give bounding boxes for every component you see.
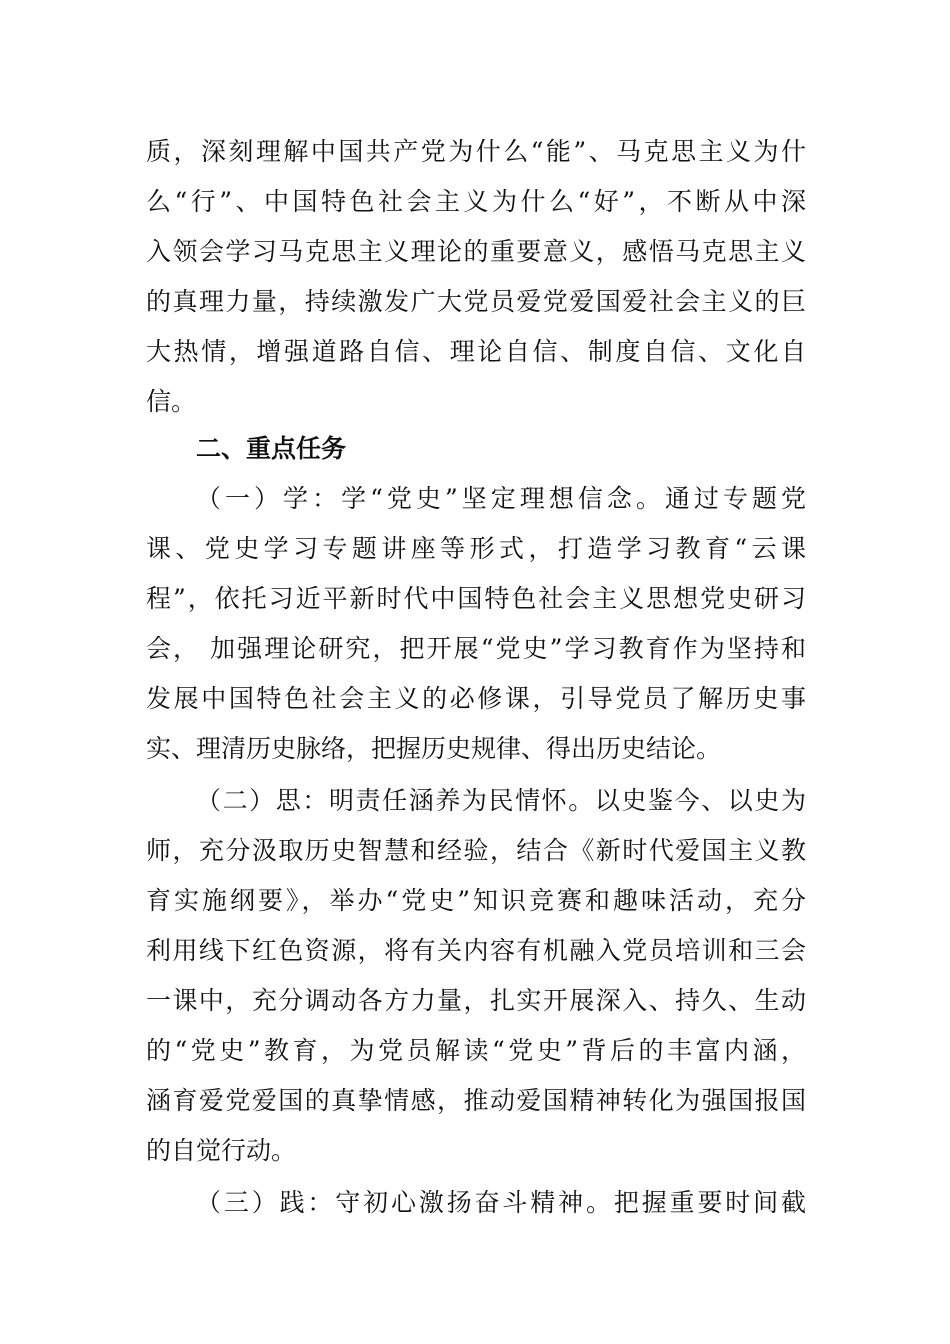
item1-line-2: 课、党史学习专题讲座等形式，打造学习教育“云课 bbox=[146, 534, 806, 563]
item2-line-5: 一课中，充分调动各方力量，扎实开展深入、持久、生动 bbox=[146, 986, 806, 1015]
item2-line-2: 师，充分汲取历史智慧和经验，结合《新时代爱国主义教 bbox=[146, 836, 806, 865]
item3-line-1: （三）践：守初心激扬奋斗精神。把握重要时间截 bbox=[196, 1188, 806, 1217]
intro-line-1: 质，深刻理解中国共产党为什么“能”、马克思主义为什 bbox=[146, 137, 806, 166]
item2-line-3: 育实施纲要》，举办“党史”知识竞赛和趣味活动，充分 bbox=[146, 886, 806, 915]
item2-line-7: 涵育爱党爱国的真挚情感，推动爱国精神转化为强国报国 bbox=[146, 1086, 806, 1115]
item2-line-6: 的“党史”教育，为党员解读“党史”背后的丰富内涵， bbox=[146, 1036, 806, 1065]
item2-line-1: （二）思：明责任涵养为民情怀。以史鉴今、以史为 bbox=[196, 786, 806, 815]
item1-line-3: 程”，依托习近平新时代中国特色社会主义思想党史研习 bbox=[146, 584, 806, 613]
item1-line-6: 实、理清历史脉络，把握历史规律、得出历史结论。 bbox=[146, 734, 722, 763]
item1-line-1: （一）学：学“党史”坚定理想信念。通过专题党 bbox=[196, 484, 806, 513]
intro-line-6: 信。 bbox=[146, 387, 197, 416]
intro-line-3: 入领会学习马克思主义理论的重要意义，感悟马克思主义 bbox=[146, 237, 806, 266]
intro-line-5: 大热情，增强道路自信、理论自信、制度自信、文化自 bbox=[146, 337, 806, 366]
intro-line-4: 的真理力量，持续激发广大党员爱党爱国爱社会主义的巨 bbox=[146, 287, 806, 316]
intro-line-2: 么“行”、中国特色社会主义为什么“好”，不断从中深 bbox=[146, 187, 806, 216]
section-heading: 二、重点任务 bbox=[196, 434, 347, 463]
item1-line-4: 会， 加强理论研究，把开展“党史”学习教育作为坚持和 bbox=[146, 634, 806, 663]
item2-line-4: 利用线下红色资源，将有关内容有机融入党员培训和三会 bbox=[146, 936, 806, 965]
item1-line-5: 发展中国特色社会主义的必修课，引导党员了解历史事 bbox=[146, 684, 806, 713]
item2-line-8: 的自觉行动。 bbox=[146, 1136, 297, 1165]
